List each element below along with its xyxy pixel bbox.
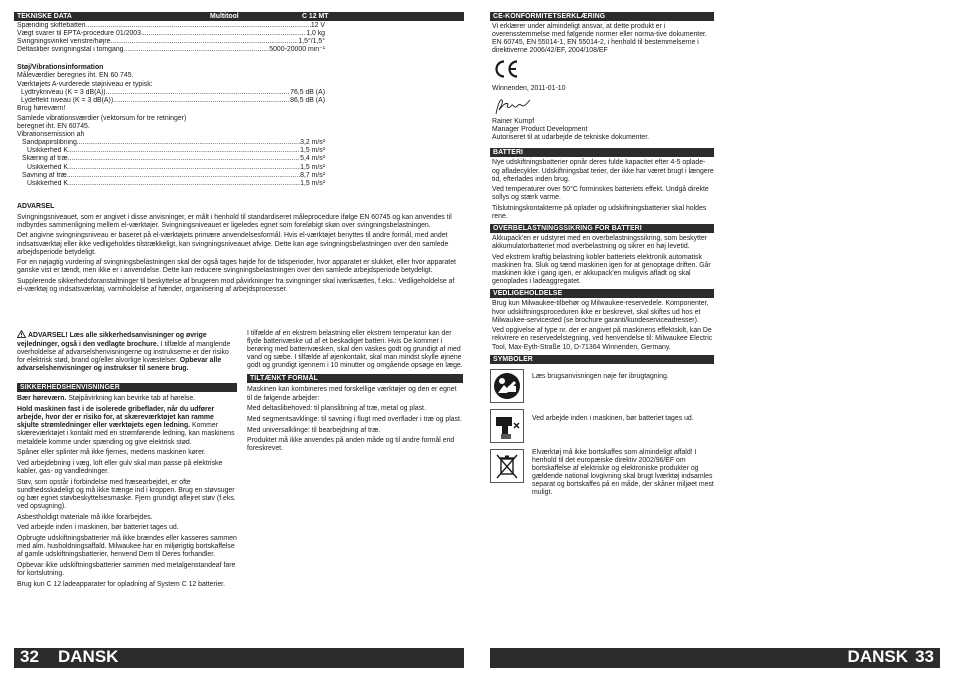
advarsel-paragraph: For en nøjagtig vurdering af svingningsbelastningen skal der også tages højde for de tidsperioder, hvor apparatet er slukket, eller hvor apparatet ganske vist er tændt, men ikke er i anvendelse. Dette kan reducere svingningsbelastningen over den samlede arbejdsperiode betydeligt. bbox=[17, 259, 456, 275]
symbol-row bbox=[490, 449, 714, 498]
section-title: TEKNISKE DATA bbox=[17, 13, 72, 20]
purpose-paragraph: Med deltaslibehoved: til planslibning af træ, metal og plast. bbox=[247, 405, 426, 413]
vibration-row: Usikkerhed K ..... 1,5 m/s² bbox=[17, 147, 325, 155]
advarsel-paragraph: Det angivne svingningsniveau er baseret på el-værktøjets primære anvendelsesformål. Hvis el-værktøjet benyttes til andre formål, med andet indsatsværktøj eller ikke vedligeholdes tilstrækkeligt, kan svingningsniveauet afvige. Dette kan øge svingningsbelastningen over den samlede arbejdsperiode betydeligt. bbox=[17, 232, 449, 256]
battery-paragraph: Tilslutningskontakterne på oplader og udskiftningsbatterier skal holdes rene. bbox=[492, 205, 707, 221]
safety-paragraph: Opbrugte udskiftningsbatterier må ikke brændes eller kasseres sammen med alm. husholdningsaffald. Milwaukee har en miljørigtig bortskaffelse af gamle udskiftningsbatterier, henvend Dem til Deres forhandler. bbox=[17, 535, 237, 559]
ce-role: Manager Product Development bbox=[492, 126, 588, 134]
technical-data-header bbox=[14, 12, 464, 21]
vibration-row: Savning af træ ..... 8,7 m/s² bbox=[17, 172, 325, 180]
symbol-text: Elværktøj må ikke bortskaffes som almindeligt affald! I henhold til det europæiske direktiv 2002/96/EF om bortskaffelse af elektriske og elektroniske produkter og gældende national lovgivning skal brugt lværktøj indsamles separat og bortskaffes på en måde, der skåner miljøet mest muligt. bbox=[532, 448, 714, 497]
safety-paragraph: Ved arbejde inden i maskinen, bør batteriet tages ud. bbox=[17, 524, 179, 532]
purpose-paragraph: Produktet må ikke anvendes på anden måde og til andre formål end foreskrevet. bbox=[247, 437, 455, 453]
noise-line: Værktøjets A-vurderede støjniveau er typisk: bbox=[17, 80, 153, 88]
warning-text: I tilfælde af manglende overholdelse af advarselshenvisningerne og instrukserne er der risiko for elektrisk stød, brand og/eller alvorlige kvæstelser. bbox=[17, 341, 231, 365]
ce-auth: Autoriseret til at udarbejde de tekniske dokumenter. bbox=[492, 134, 650, 142]
battery-paragraph: Ved temperaturer over 50°C forminskes batteriets effekt. Undgå direkte sollys og stærk varme. bbox=[492, 186, 709, 202]
advarsel-paragraph: Svingningsniveauet, som er angivet i disse anvisninger, er målt i henhold til standardiseret måleprocedure ifølge EN 60745 og kan anvendes til indbyrdes sammenligning mellem el-værktøjer. Svingningsniveauet er ligeledes egnet som foreløbigt skøn over svingningsbelastningen. bbox=[17, 213, 452, 229]
warning-triangle-icon bbox=[17, 330, 26, 341]
section-bar: CE-KONFORMITETSERKLÆRING bbox=[490, 12, 714, 21]
safety-paragraph: Brug kun C 12 ladeapparater for opladning af System C 12 batterier. bbox=[17, 580, 225, 588]
vibration-line: Vibrationsemission ah bbox=[17, 131, 85, 139]
safety-warning bbox=[17, 330, 237, 373]
vibration-line: Samlede vibrationsværdier (vektorsum for tre retninger) bbox=[17, 114, 187, 122]
noise-line: Brug høreværn! bbox=[17, 104, 66, 112]
advarsel-block bbox=[17, 203, 461, 297]
ce-text: Vi erklærer under almindeligt ansvar, at dette produkt er i overensstemmelse med følgende normer eller norma-tive dokumenter. EN 60745, EN 55014-1, EN 55014-2, i henhold til bestemmelserne i direktiverne 2006/42/EF, 2004/108/EF bbox=[492, 23, 707, 55]
noise-line: Måleværdier beregnes iht. EN 60 745. bbox=[17, 72, 134, 80]
remove-battery-icon bbox=[490, 409, 524, 443]
language-label: DANSK bbox=[58, 647, 119, 666]
maintenance-paragraph: Ved opgivelse af type nr. der er angivet på maskinens effektskilt, kan De rekvirere en reservedelstegning, ved henvendelse til: Milwaukee Electric Tool, Max-Eyth-Straße 10, D-71364 Winnenden, Germany. bbox=[492, 327, 713, 351]
battery-leak-paragraph: I tilfælde af en ekstrem belastning eller ekstrem temperatur kan der flyde batterivæske ud af et beskadiget batteri. Hvis De kommer i berøring med batterivæsken, skal den vaskes godt og grundigt af med vand og sæbe. I tilfælde af øjenkontakt, skal man mindst skylle øjnene godt og grundigt igennem i 10 minutter og omgående opsøge en læge. bbox=[247, 330, 463, 370]
safety-paragraph: Opbevar ikke udskiftningsbatterier sammen med metalgenstandeaf fare for kortslutning. bbox=[17, 561, 236, 577]
battery-paragraph: Nye udskiftningsbatterier opnår deres fulde kapacitet efter 4-5 oplade- og afladecykler. Udskiftningsbat terier, der ikke har været brugt i længere tid, efterlades inden brug. bbox=[492, 159, 714, 183]
purpose-paragraph: Maskinen kan kombineres med forskellige værktøjer og den er egnet til de følgende arbejder: bbox=[247, 386, 457, 402]
symbol-row bbox=[490, 409, 714, 443]
section-bar: SIKKERHEDSHENVISNINGER bbox=[17, 383, 237, 392]
safety-paragraph: Spåner eller splinter må ikke fjernes, medens maskinen kører. bbox=[17, 449, 206, 457]
warning-bold: ADVARSEL! Læs alle sikkerhedsanvisninger og øvrige vejledninger, også i den vedlagte brochure. bbox=[17, 332, 207, 349]
overload-paragraph: Ved ekstrem kraftig belastning kobler batteriets elektronik automatisk maskinen fra. Sluk og tænd maskinen igen for at genoptage driften. Går maskinen ikke i gang igen, er akkupack'en muligvis afladt og skal genoplades i ladeaggregatet. bbox=[492, 254, 711, 286]
purpose-paragraph: Med universalklinge: til bearbejdning af træ. bbox=[247, 426, 381, 434]
advarsel-paragraph: Supplerende sikkerhedsforanstaltninger til beskyttelse af brugeren mod påvirkninger fra svingninger skal iværksættes, f.eks.: Vedligeholdelse af el-værktøj og indsatsværktøj, varmholdelse af hænder, organisering af arbejdsprocesser. bbox=[17, 278, 455, 294]
safety-paragraph: Asbestholdigt materiale må ikke forarbejdes. bbox=[17, 513, 153, 521]
vibration-row: Usikkerhed K ..... 1,5 m/s² bbox=[17, 180, 325, 188]
spec-table bbox=[17, 22, 325, 188]
section-bar: VEDLIGEHOLDELSE bbox=[490, 289, 714, 298]
noise-row: Lydtrykniveau (K = 3 dB(A)) ..... 76,5 dB (A) bbox=[17, 89, 325, 97]
safety-paragraph: Bær høreværn. Støjpåvirkning kan bevirke tab af hørelse. bbox=[17, 395, 196, 403]
advarsel-title: ADVARSEL bbox=[17, 203, 55, 210]
purpose-paragraph: Med segmentsavklinge: til savning i flugt med overflader i træ og plast. bbox=[247, 415, 462, 423]
ce-mark-icon bbox=[490, 59, 714, 82]
spec-row: Vægt svarer til EPTA-procedure 01/2003 ..... 1,0 kg bbox=[17, 30, 325, 38]
model-name: C 12 MT bbox=[302, 13, 329, 20]
page-number: 33 bbox=[915, 647, 934, 666]
right-content bbox=[490, 12, 714, 503]
symbol-text: Læs brugsanvisningen nøje før ibrugtagning. bbox=[532, 372, 669, 380]
page-footer bbox=[490, 648, 940, 668]
safety-paragraph: Støv, som opstår i forbindelse med fræsearbejdet, er ofte sundhedsskadeligt og må ikke trænge ind i kroppen. Brug en støvsuger og bær egnet støvbeskyttelsesmaske. Fjern grundigt aflejret støv (f.eks. ved opsugning). bbox=[17, 478, 236, 510]
section-bar: OVERBELASTNINGSSIKRING FOR BATTERI bbox=[490, 224, 714, 233]
maintenance-paragraph: Brug kun Milwaukee-tilbehør og Milwaukee-reservedele. Komponenter, hvor udskiftningsproceduren ikke er beskrevet, skal skiftes ud hos et Milwaukee-servicested (se brochure garanti/kundeserviceadresser). bbox=[492, 300, 709, 324]
spec-row: Deltasliber svingningstal i tomgang ..... 5000-20000 min⁻¹ bbox=[17, 46, 325, 54]
right-page bbox=[477, 0, 954, 677]
signature bbox=[490, 96, 714, 118]
language-label: DANSK bbox=[847, 647, 908, 666]
spec-row: Svingningsvinkel venstre/højre ..... 1,5°/1,5° bbox=[17, 38, 325, 46]
page-number: 32 bbox=[20, 647, 39, 666]
spec-row: Spænding skiftebatteri ..... 12 V bbox=[17, 22, 325, 30]
ce-date: Winnenden, 2011-01-10 bbox=[492, 85, 566, 93]
section-bar: SYMBOLER bbox=[490, 355, 714, 364]
symbol-text: Ved arbejde inden i maskinen, bør batteriet tages ud. bbox=[532, 414, 694, 422]
section-bar: BATTERI bbox=[490, 148, 714, 157]
page-footer bbox=[14, 648, 464, 668]
warning-bold-2: Opbevar alle advarselshenvisninger og instrukser til senere brug. bbox=[17, 357, 222, 373]
safety-paragraph: Hold maskinen fast i de isolerede gribeflader, når du udfører arbejde, hvor der er risiko for, at skæreværktøjet kan ramme skjulte strømledninger eller værktøjets egen ledning. Kommer skæreværktøjet i kontakt med en strømførende ledning, kan maskinens metaldele komme under spænding og give elektrisk stød. bbox=[17, 406, 235, 446]
vibration-row: Usikkerhed K ..... 1,5 m/s² bbox=[17, 164, 325, 172]
read-manual-icon bbox=[490, 369, 524, 403]
right-column bbox=[247, 330, 463, 456]
noise-row: Lydeffekt niveau (K = 3 dB(A)) ..... 86,5 dB (A) bbox=[17, 97, 325, 105]
symbol-row bbox=[490, 369, 714, 403]
vibration-row: Skæring af træ ..... 5,4 m/s² bbox=[17, 155, 325, 163]
crossed-bin-icon bbox=[490, 449, 524, 483]
safety-paragraph: Ved arbejdebning i væg, loft eller gulv skal man passe på elektriske kabler, gas- og vandledninger. bbox=[17, 459, 223, 475]
product-name: Multitool bbox=[210, 13, 239, 20]
left-column bbox=[17, 330, 237, 591]
overload-paragraph: Akkupack'en er udstyret med en overbelastningssikring, som beskytter akkumulatorbatteriet mod overbelastning og sikrer en høj levetid. bbox=[492, 235, 708, 251]
section-bar: TILTÆNKT FORMÅL bbox=[247, 374, 463, 383]
vibration-line: beregnet iht. EN 60745. bbox=[17, 123, 90, 131]
ce-name: Rainer Kumpf bbox=[492, 118, 535, 126]
vibration-row: Sandpapirslibning ..... 3,2 m/s² bbox=[17, 139, 325, 147]
noise-title: Støj/Vibrationsinformation bbox=[17, 64, 104, 72]
